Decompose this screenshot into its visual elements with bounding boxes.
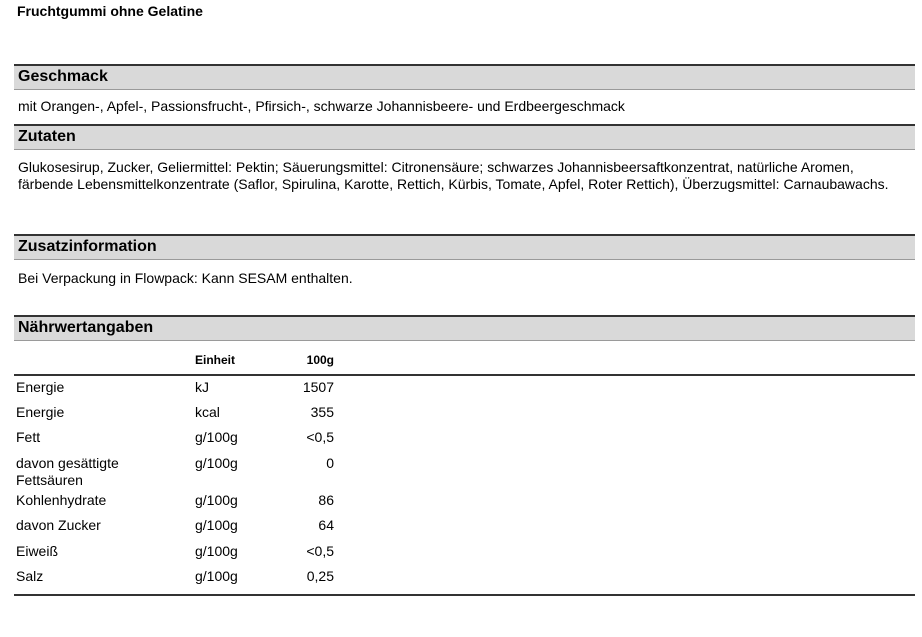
nutrient-name: davon Zucker — [16, 517, 101, 533]
nutrient-unit: g/100g — [195, 543, 238, 559]
table-bottom-divider — [14, 594, 915, 596]
nutrient-name: Salz — [16, 568, 44, 584]
table-header-divider — [14, 374, 915, 376]
section-text-zutaten: Glukosesirup, Zucker, Geliermittel: Pektin; Säuerungsmittel: Citronensäure; schwarzes Johannisbeersaftkonzentrat, natürliche Aromen, färbende Lebensmittelkonzentrate (Saflor, Spirulina, Karotte, Rettich, Kürbis, Tomate, Apfel, Roter Rettich), Überzugsmittel: Carnaubawachs. — [18, 159, 889, 192]
nutrient-unit: g/100g — [195, 492, 238, 508]
section-header-zusatzinformation — [14, 234, 915, 260]
nutrient-name: Energie — [16, 379, 65, 395]
nutrient-value: 355 — [310, 404, 334, 420]
section-heading: Nährwertangaben — [18, 319, 154, 336]
nutrient-name: Fett — [16, 429, 41, 445]
nutrient-name: Eiweiß — [16, 543, 59, 559]
nutrient-value: 0 — [326, 455, 334, 471]
nutrient-name: Kohlenhydrate — [16, 492, 107, 508]
section-header-geschmack — [14, 64, 915, 90]
section-header-naehrwertangaben — [14, 315, 915, 341]
section-text-geschmack: mit Orangen-, Apfel-, Passionsfrucht-, Pfirsich-, schwarze Johannisbeere- und Erdbeergeschmack — [18, 98, 625, 114]
nutrient-unit: g/100g — [195, 429, 238, 445]
nutrient-name: davon gesättigte Fettsäuren — [16, 455, 119, 488]
nutrient-name: Energie — [16, 404, 65, 420]
nutrient-value: 64 — [318, 517, 334, 533]
nutrient-unit: g/100g — [195, 517, 238, 533]
nutrient-unit: g/100g — [195, 455, 238, 471]
nutrient-value: <0,5 — [306, 543, 334, 559]
nutrient-value: 0,25 — [306, 568, 334, 584]
nutrient-value: 86 — [318, 492, 334, 508]
nutrient-unit: g/100g — [195, 568, 238, 584]
nutrient-unit: kJ — [195, 379, 209, 395]
section-heading: Zutaten — [18, 128, 76, 145]
nutrient-value: 1507 — [302, 379, 334, 395]
page-title: Fruchtgummi ohne Gelatine — [17, 3, 203, 19]
column-header-100g: 100g — [306, 353, 334, 367]
section-header-zutaten — [14, 124, 915, 150]
column-header-einheit: Einheit — [195, 353, 236, 367]
section-heading: Geschmack — [18, 68, 108, 85]
section-heading: Zusatzinformation — [18, 238, 157, 255]
section-text-zusatzinformation: Bei Verpackung in Flowpack: Kann SESAM enthalten. — [18, 270, 353, 286]
nutrient-value: <0,5 — [306, 429, 334, 445]
nutrient-unit: kcal — [195, 404, 220, 420]
